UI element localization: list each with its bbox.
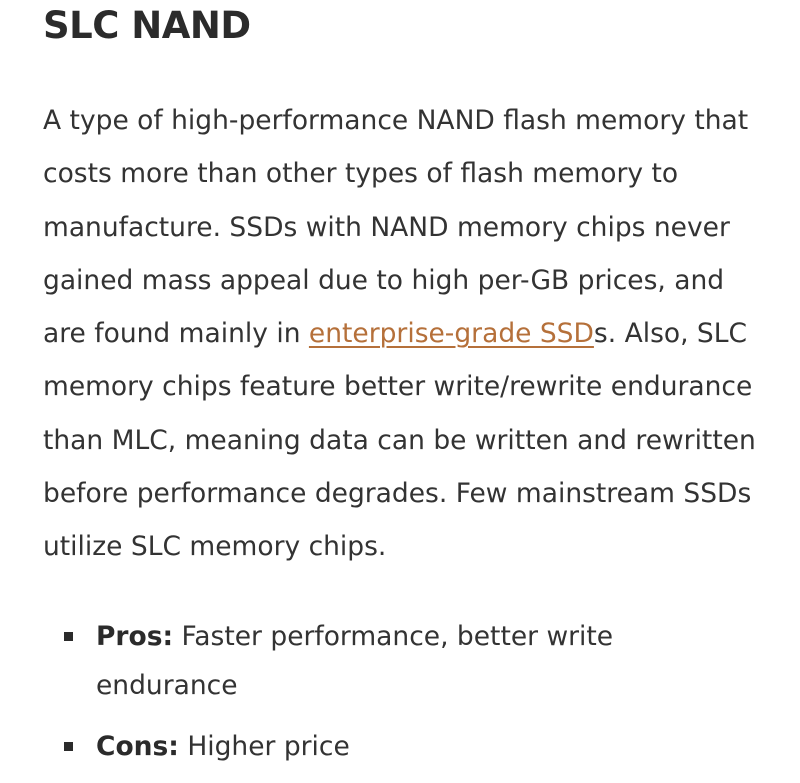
list-item-pros	[43, 612, 696, 710]
square-bullet-icon	[64, 632, 73, 641]
cons-text: Higher price	[178, 730, 350, 762]
section-title: SLC NAND	[43, 4, 251, 47]
list-item-cons	[43, 722, 696, 771]
paragraph-text-after-link: s. Also, SLC memory chips feature better write/rewrite endurance than MLC, meaning data can be written and rewritten before performance degrades. Few mainstream SSDs utilize SLC memory chips.	[43, 318, 756, 563]
pros-label: Pros:	[96, 620, 174, 652]
square-bullet-icon	[64, 742, 73, 751]
description-paragraph	[43, 94, 768, 574]
pros-text: Faster performance, better write endurance	[96, 620, 614, 701]
paragraph-text-before-link: A type of high-performance NAND flash memory that costs more than other types of flash memory to manufacture. SSDs with NAND memory chips never gained mass appeal due to high per-GB prices, and are found mainly in	[43, 105, 749, 350]
pros-cons-list	[43, 612, 773, 771]
cons-label: Cons:	[96, 730, 179, 762]
enterprise-grade-ssd-link[interactable]: enterprise-grade SSD	[308, 318, 594, 350]
article	[43, 0, 773, 783]
